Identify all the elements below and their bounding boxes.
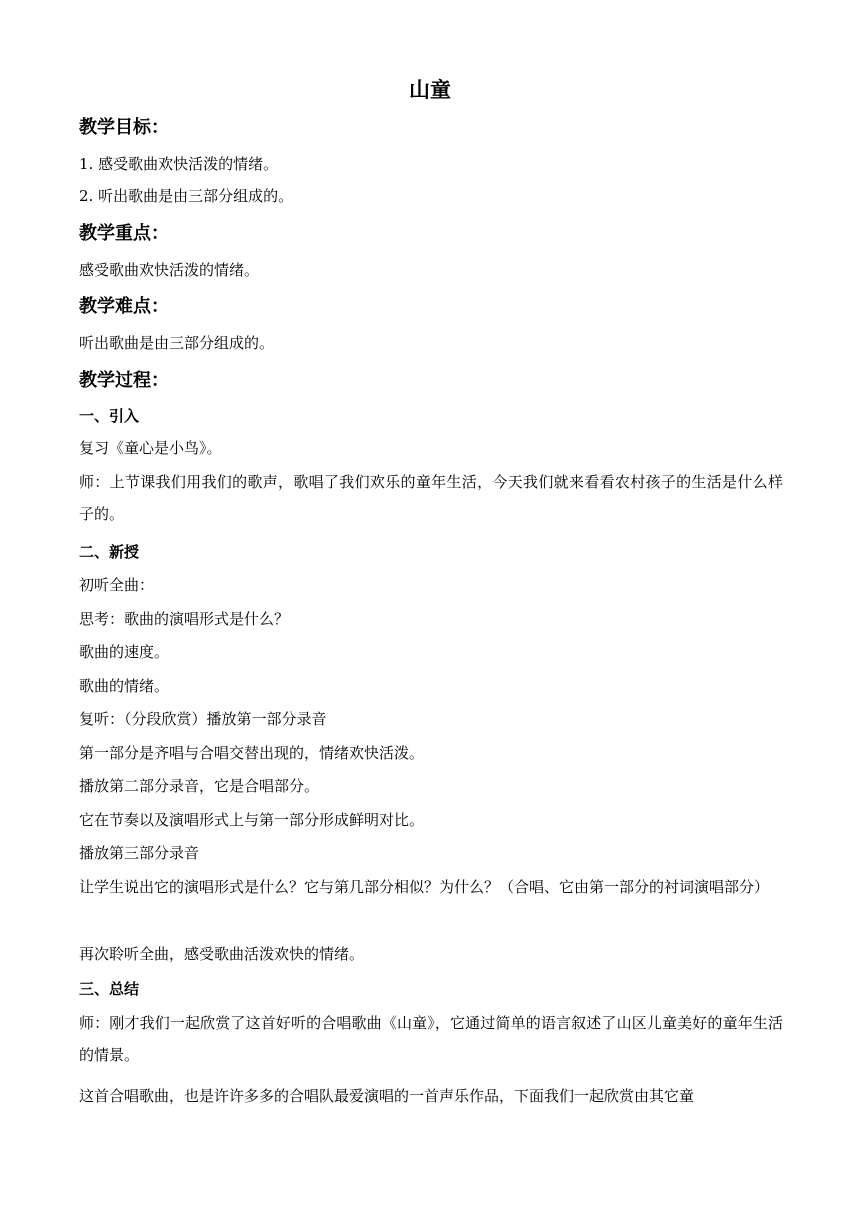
new-line-7: 播放第二部分录音，它是合唱部分。 (79, 777, 320, 795)
new-line-10: 让学生说出它的演唱形式是什么？它与第几部分相似？为什么？（合唱、它由第一部分的衬词演唱部分） (79, 878, 770, 896)
new-line-4: 歌曲的情绪。 (79, 677, 170, 695)
new-line-1: 初听全曲： (79, 576, 155, 594)
intro-heading: 一、引入 (79, 407, 140, 425)
process-heading: 教学过程： (79, 370, 169, 391)
objective-item-2: 2. 听出歌曲是由三部分组成的。 (79, 187, 294, 205)
new-line-2: 思考：歌曲的演唱形式是什么？ (79, 610, 290, 628)
new-line-8: 它在节奏以及演唱形式上与第一部分形成鲜明对比。 (79, 811, 425, 829)
intro-line-1: 复习《童心是小鸟》。 (79, 439, 222, 457)
objective-item-1: 1. 感受歌曲欢快活泼的情绪。 (79, 155, 279, 173)
new-line-5: 复听：（分段欣赏）播放第一部分录音 (79, 710, 327, 728)
new-line-3: 歌曲的速度。 (79, 643, 170, 661)
new-line-6: 第一部分是齐唱与合唱交替出现的，情绪欢快活泼。 (79, 744, 425, 762)
key-point-heading: 教学重点： (79, 223, 169, 244)
summary-heading: 三、总结 (79, 980, 140, 998)
objectives-heading: 教学目标： (79, 117, 169, 138)
new-line-11: 再次聆听全曲，感受歌曲活泼欢快的情绪。 (79, 945, 365, 963)
key-point-text: 感受歌曲欢快活泼的情绪。 (79, 261, 260, 279)
difficulty-text: 听出歌曲是由三部分组成的。 (79, 334, 275, 352)
new-heading: 二、新授 (79, 543, 140, 561)
new-line-9: 播放第三部分录音 (79, 844, 200, 862)
summary-line-1: 师：刚才我们一起欣赏了这首好听的合唱歌曲《山童》，它通过简单的语言叙述了山区儿童美好的童年生活的情景。 (79, 1014, 783, 1064)
document-title: 山童 (409, 78, 451, 102)
summary-line-2: 这首合唱歌曲，也是许许多多的合唱队最爱演唱的一首声乐作品，下面我们一起欣赏由其它童 (79, 1087, 695, 1105)
difficulty-heading: 教学难点： (79, 296, 169, 317)
intro-line-2: 师：上节课我们用我们的歌声，歌唱了我们欢乐的童年生活，今天我们就来看看农村孩子的生活是什么样子的。 (79, 473, 783, 523)
